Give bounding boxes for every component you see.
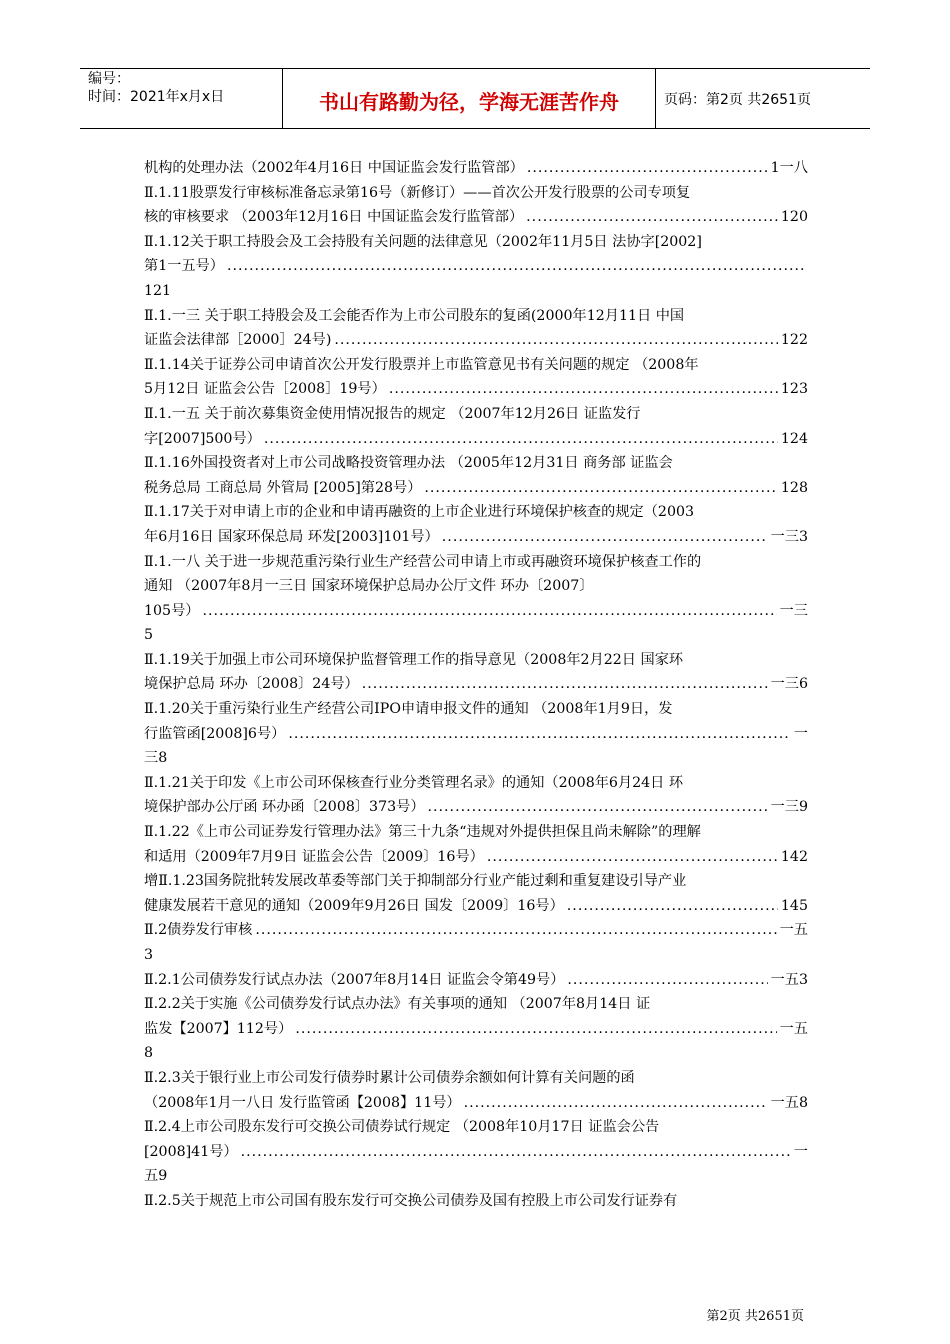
toc-line-text: Ⅱ.2.5关于规范上市公司国有股东发行可交换公司债券及国有控股上市公司发行证券有 (144, 1192, 678, 1209)
toc-line (144, 550, 808, 575)
toc-line-text: 五9 (144, 1168, 168, 1185)
toc-line (144, 943, 808, 968)
toc-line (144, 353, 808, 378)
toc-dot-leader (227, 254, 805, 279)
toc-dot-leader (527, 156, 768, 181)
toc-line-text: 5 (144, 627, 154, 644)
toc-dot-leader (389, 377, 778, 402)
toc-page-number: 一五8 (770, 1094, 808, 1111)
toc-page-number: 一 (793, 1143, 808, 1160)
toc-line-text: 5月12日 证监会公告［2008］19号） (144, 381, 386, 398)
toc-line (144, 1066, 808, 1091)
toc-dot-leader (567, 968, 767, 993)
toc-line-text: Ⅱ.1.11股票发行审核标准备忘录第16号（新修订）——首次公开发行股票的公司专项复 (144, 184, 691, 201)
toc-line (144, 230, 808, 255)
toc-line (144, 918, 808, 943)
toc-line-text: Ⅱ.1.16外国投资者对上市公司战略投资管理办法 （2005年12月31日 商务部 证监会 (144, 455, 673, 472)
toc-line (144, 1164, 808, 1189)
toc-line (144, 771, 808, 796)
toc-line (144, 476, 808, 501)
toc-line-text: 核的审核要求 （2003年12月16日 中国证监会发行监管部） (144, 209, 524, 226)
toc-line (144, 525, 808, 550)
header-motto: 书山有路勤为径，学海无涯苦作舟 (319, 90, 619, 114)
toc-line-text: Ⅱ.1.21关于印发《上市公司环保核查行业分类管理名录》的通知（2008年6月24日 环 (144, 774, 684, 791)
toc-dot-leader (464, 1091, 768, 1116)
toc-line-text: Ⅱ.1.一五 关于前次募集资金使用情况报告的规定 （2007年12月26日 证监发行 (144, 405, 641, 422)
toc-page-number: 一三3 (770, 528, 808, 545)
toc-line-text: 税务总局 工商总局 外管局 [2005]第28号） (144, 479, 422, 496)
toc-line (144, 328, 808, 353)
toc-page-number: 122 (780, 332, 808, 349)
toc-line-text: （2008年1月一八日 发行监管函【2008】11号） (144, 1094, 461, 1111)
toc-line (144, 427, 808, 452)
toc-line (144, 968, 808, 993)
header-top-rule (80, 68, 870, 69)
toc-page-number: 123 (780, 381, 808, 398)
toc-line (144, 156, 808, 181)
header-meta (88, 70, 224, 106)
toc-line (144, 623, 808, 648)
toc-line (144, 574, 808, 599)
toc-line-text: 行监管函[2008]6号） (144, 725, 286, 742)
toc-page-number: 一五 (779, 922, 808, 939)
toc-page-number: 一五 (779, 1020, 808, 1037)
toc-page-number: 一五3 (770, 971, 808, 988)
toc-line-text: 增Ⅱ.1.23国务院批转发展改革委等部门关于抑制部分行业产能过剩和重复建设引导产业 (144, 873, 687, 890)
toc-line (144, 205, 808, 230)
toc-line-text: Ⅱ.2.4上市公司股东发行可交换公司债券试行规定 （2008年10月17日 证监会公告 (144, 1119, 660, 1136)
toc-line (144, 1091, 808, 1116)
toc-line-text: 监发【2007】112号） (144, 1020, 293, 1037)
toc-page-number: 120 (780, 209, 808, 226)
toc-dot-leader (255, 918, 776, 943)
toc-line (144, 672, 808, 697)
time-label: 时间：2021年x月x日 (88, 89, 225, 105)
toc-page-number: 124 (780, 430, 808, 447)
toc-line-text: 字[2007]500号） (144, 430, 261, 447)
header-page-info: 页码：第2页 共2651页 (664, 92, 811, 108)
toc-page-number: 一三 (779, 602, 808, 619)
header-divider-right (655, 68, 656, 128)
header-bottom-rule (80, 128, 870, 129)
toc-line-text: 8 (144, 1045, 154, 1062)
toc-line (144, 1041, 808, 1066)
toc-page-number: 145 (780, 897, 808, 914)
toc-line (144, 894, 808, 919)
toc-page-number: 一三9 (770, 799, 808, 816)
toc-page-number: 一 (793, 725, 808, 742)
toc-dot-leader (295, 1017, 776, 1042)
toc-line (144, 402, 808, 427)
toc-line-text: 通知 （2007年8月一三日 国家环境保护总局办公厅文件 环办〔2007〕 (144, 578, 594, 595)
toc-line (144, 181, 808, 206)
toc-dot-leader (241, 1140, 791, 1165)
toc-line-text: Ⅱ.1.22《上市公司证券发行管理办法》第三十九条“违规对外提供担保且尚未解除”的理解 (144, 824, 701, 841)
toc-line-text: 证监会法律部［2000］24号) (144, 332, 332, 349)
toc-line (144, 500, 808, 525)
toc-line-text: 121 (144, 282, 172, 299)
toc-line-text: Ⅱ.2.1公司债券发行试点办法（2007年8月14日 证监会令第49号） (144, 971, 565, 988)
toc-line-text: Ⅱ.1.19关于加强上市公司环境保护监督管理工作的指导意见（2008年2月22日 国家环 (144, 651, 684, 668)
toc-line (144, 648, 808, 673)
toc-dot-leader (334, 328, 778, 353)
toc-line (144, 795, 808, 820)
toc-dot-leader (424, 476, 778, 501)
toc-line (144, 304, 808, 329)
table-of-contents (144, 156, 808, 1214)
toc-line (144, 722, 808, 747)
toc-line (144, 279, 808, 304)
toc-line-text: 健康发展若干意见的通知（2009年9月26日 国发〔2009〕16号） (144, 897, 564, 914)
toc-line (144, 746, 808, 771)
toc-line-text: Ⅱ.2.2关于实施《公司债券发行试点办法》有关事项的通知 （2007年8月14日 证 (144, 996, 651, 1013)
toc-line (144, 254, 808, 279)
toc-line-text: Ⅱ.1.一八 关于进一步规范重污染行业生产经营公司申请上市或再融资环境保护核查工作的 (144, 553, 702, 570)
toc-line-text: 机构的处理办法（2002年4月16日 中国证监会发行监管部） (144, 160, 524, 176)
toc-line-text: Ⅱ.1.20关于重污染行业生产经营公司IPO申请申报文件的通知 （2008年1月9日，发 (144, 701, 673, 718)
toc-page-number: 142 (780, 848, 808, 865)
toc-line-text: Ⅱ.1.14关于证券公司申请首次公开发行股票并上市监管意见书有关问题的规定 （2008年 (144, 356, 699, 373)
toc-line (144, 451, 808, 476)
toc-line-text: 三8 (144, 750, 168, 767)
toc-line-text: Ⅱ.1.12关于职工持股会及工会持股有关问题的法律意见（2002年11月5日 法协字[2002] (144, 233, 702, 250)
toc-dot-leader (362, 672, 768, 697)
toc-line-text: 境保护总局 环办〔2008〕24号） (144, 676, 359, 693)
toc-line-text: 境保护部办公厅函 环办函〔2008〕373号） (144, 799, 425, 816)
toc-line (144, 992, 808, 1017)
toc-page-number: 1一八 (770, 160, 808, 176)
toc-line (144, 697, 808, 722)
toc-dot-leader (487, 845, 778, 870)
toc-line-text: Ⅱ.1.17关于对申请上市的企业和申请再融资的上市企业进行环境保护核查的规定（2003 (144, 504, 695, 521)
toc-line (144, 377, 808, 402)
toc-line-text: 3 (144, 947, 154, 963)
toc-line-text: 105号） (144, 602, 200, 619)
toc-line (144, 1017, 808, 1042)
toc-dot-leader (428, 795, 768, 820)
toc-line (144, 1140, 808, 1165)
toc-dot-leader (288, 722, 790, 747)
toc-line-text: 第1一五号） (144, 258, 224, 275)
toc-line (144, 869, 808, 894)
toc-line-text: 年6月16日 国家环保总局 环发[2003]101号） (144, 528, 439, 545)
toc-dot-leader (442, 525, 768, 550)
toc-line (144, 845, 808, 870)
footer-page-info: 第2页 共2651页 (706, 1309, 804, 1324)
number-label: 编号： (88, 71, 130, 87)
toc-dot-leader (567, 894, 778, 919)
toc-line-text: Ⅱ.1.一三 关于职工持股会及工会能否作为上市公司股东的复函(2000年12月11日 中国 (144, 307, 685, 324)
toc-line (144, 1115, 808, 1140)
toc-line-text: [2008]41号） (144, 1143, 238, 1160)
toc-line (144, 599, 808, 624)
toc-line (144, 820, 808, 845)
toc-dot-leader (526, 205, 778, 230)
toc-dot-leader (264, 427, 778, 452)
toc-dot-leader (202, 599, 776, 624)
toc-page-number: 一三6 (770, 676, 808, 693)
toc-line (144, 1189, 808, 1214)
toc-line-text: Ⅱ.2债券发行审核 (144, 922, 253, 939)
toc-page-number: 128 (780, 479, 808, 496)
toc-line-text: Ⅱ.2.3关于银行业上市公司发行债券时累计公司债券余额如何计算有关问题的函 (144, 1069, 635, 1086)
toc-line-text: 和适用（2009年7月9日 证监会公告〔2009〕16号） (144, 848, 484, 865)
